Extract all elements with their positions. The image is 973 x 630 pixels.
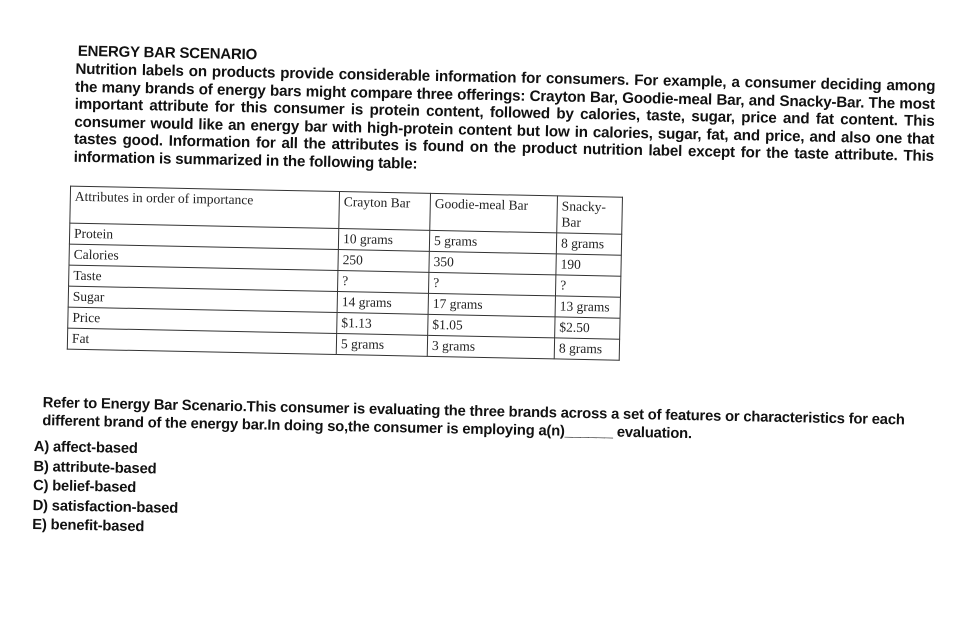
scenario-paragraph: Nutrition labels on products provide considerable information for consumers. For example, a consumer deciding among the many brands of energy bars might compare three offerings: Crayton Bar, Goodie-meal Bar, and Snacky-Bar. The most important attribute for this consumer is protein content, followed by calories, taste, sugar, price and fat content. This consumer would like an energy bar with high-protein content but low in calories, sugar, fat, and price, and also one that tastes good. Information for all the attributes is found on the product nutrition label except for the taste attribute. This information is summarized in the following table: [73, 60, 936, 173]
cell-crayton: 5 grams [336, 334, 427, 357]
header-attributes: Attributes in order of importance [70, 186, 340, 228]
header-goodie-meal: Goodie-meal Bar [430, 193, 558, 233]
option-c[interactable]: C) belief-based [32, 477, 137, 497]
row-label: Sugar [68, 286, 337, 312]
row-label: Calories [69, 244, 338, 270]
attributes-table [67, 186, 623, 361]
cell-crayton: $1.13 [337, 313, 428, 336]
row-label: Taste [69, 265, 338, 291]
cell-snacky: 8 grams [554, 338, 619, 360]
cell-crayton: 10 grams [338, 229, 429, 252]
scanned-question-sheet [30, 40, 940, 578]
cell-snacky: 8 grams [556, 233, 621, 255]
row-label: Fat [67, 328, 336, 354]
option-d[interactable]: D) satisfaction-based [32, 497, 179, 517]
row-label: Price [68, 307, 337, 333]
cell-snacky: $2.50 [555, 317, 620, 339]
row-label: Protein [69, 223, 338, 249]
cell-crayton: 14 grams [337, 292, 428, 315]
option-e[interactable]: E) benefit-based [32, 516, 145, 536]
header-crayton: Crayton Bar [339, 192, 431, 231]
scenario-title: ENERGY BAR SCENARIO [77, 42, 258, 64]
cell-snacky: ? [555, 275, 620, 297]
answer-options [32, 438, 179, 538]
option-b[interactable]: B) attribute-based [33, 458, 157, 477]
cell-goodie-meal: 350 [429, 251, 556, 275]
cell-snacky: 190 [556, 254, 621, 276]
cell-goodie-meal: $1.05 [428, 314, 555, 338]
option-a[interactable]: A) affect-based [33, 438, 138, 458]
cell-goodie-meal: ? [428, 272, 555, 296]
header-snacky: Snacky-Bar [557, 196, 623, 234]
cell-goodie-meal: 5 grams [429, 230, 556, 254]
cell-goodie-meal: 17 grams [428, 293, 555, 317]
cell-snacky: 13 grams [555, 296, 620, 318]
cell-crayton: 250 [338, 250, 429, 273]
question-text: Refer to Energy Bar Scenario.This consumer is evaluating the three brands across a set of features or characteristics for each different brand of the energy bar.In doing so,the consumer is employing a(n)______ evaluation. [42, 395, 905, 443]
cell-goodie-meal: 3 grams [427, 335, 554, 359]
cell-crayton: ? [338, 271, 429, 294]
